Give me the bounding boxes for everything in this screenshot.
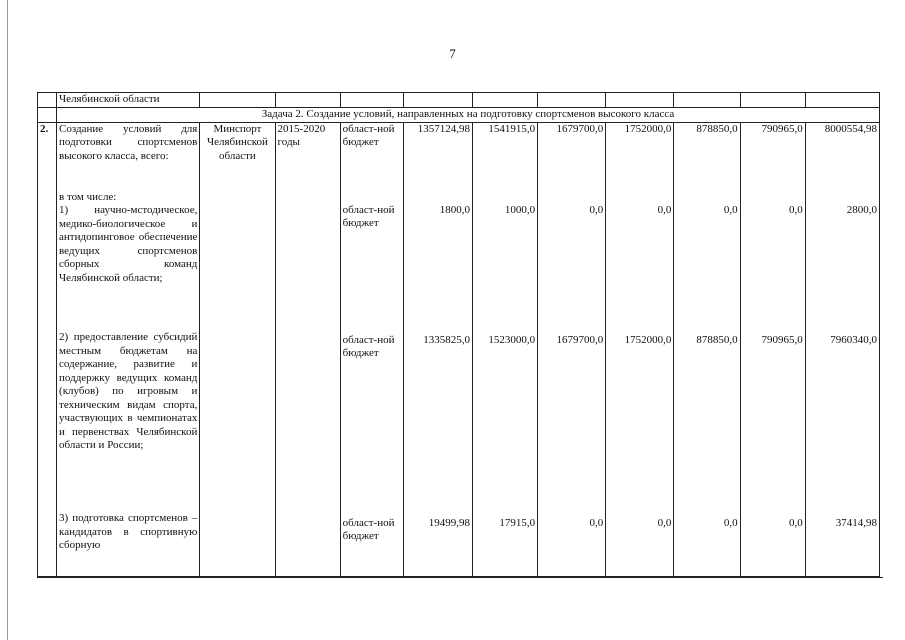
period-cell: 2015-2020 годы [275, 122, 340, 576]
row-description [57, 122, 200, 576]
value-cell: 8000554,98 [824, 122, 877, 135]
program-table [37, 92, 880, 577]
value-cell: 1357124,98 [417, 122, 470, 135]
value-col-5 [674, 122, 740, 576]
value-cell: 1541915,0 [488, 122, 536, 135]
source-text: област-ной бюджет [342, 203, 395, 229]
table-bottom-rule [37, 577, 883, 578]
row-number: 2. [38, 122, 57, 576]
prev-row-text: Челябинской области [57, 93, 200, 108]
value-cell: 1752000,0 [624, 333, 672, 346]
task-title: Задача 2. Создание условий, направленных на подготовку спортсменов высокого класса [57, 107, 880, 122]
value-cell: 790965,0 [761, 333, 803, 346]
value-cell: 7960340,0 [830, 333, 877, 346]
table-row [38, 122, 880, 576]
executor-cell: Минспорт Челябинской области [200, 122, 275, 576]
value-cell: 0,0 [723, 203, 738, 216]
value-cell: 19499,98 [428, 516, 470, 529]
description-line: в том числе: [59, 190, 117, 203]
source-text: област-ной бюджет [342, 333, 395, 359]
source-cell [340, 122, 403, 576]
value-col-3 [538, 122, 606, 576]
value-cell: 0,0 [723, 516, 738, 529]
value-cell: 0,0 [788, 516, 803, 529]
value-cell: 0,0 [657, 203, 672, 216]
value-cell: 1800,0 [439, 203, 470, 216]
table-row [38, 93, 880, 108]
table-row [38, 107, 880, 122]
value-cell: 17915,0 [499, 516, 536, 529]
page-number: 7 [449, 46, 456, 61]
value-cell: 1523000,0 [488, 333, 536, 346]
value-cell: 790965,0 [761, 122, 803, 135]
value-cell: 878850,0 [696, 333, 738, 346]
source-text: област-ной бюджет [342, 516, 395, 542]
value-cell: 1752000,0 [624, 122, 672, 135]
value-col-2 [472, 122, 537, 576]
value-cell: 0,0 [589, 203, 604, 216]
value-cell: 878850,0 [696, 122, 738, 135]
value-cell: 0,0 [788, 203, 803, 216]
description-line: 3) подготовка спортсменов – кандидатов в спортивную сборную [59, 512, 198, 551]
value-cell: 1000,0 [504, 203, 536, 216]
value-cell: 1679700,0 [556, 333, 604, 346]
page-edge-line [7, 0, 8, 640]
value-cell: 1335825,0 [423, 333, 470, 346]
value-col-total [805, 122, 879, 576]
value-col-6 [740, 122, 805, 576]
description-line: 1) научно-мстодическое, медико-биологическое и антидопинговое обеспечение ведущих спортсменов сборных команд Челябинской области; [59, 204, 198, 284]
value-col-1 [403, 122, 472, 576]
value-cell: 2800,0 [846, 203, 877, 216]
value-col-4 [606, 122, 674, 576]
description-line: 2) предоставление субсидий местным бюджетам на содержание, развитие и поддержку ведущих команд (клубов) по игровым и техническим видам спорта, участвующих в чемпионатах и первенствах Челябинской области и России; [59, 331, 198, 451]
value-cell: 0,0 [589, 516, 604, 529]
value-cell: 0,0 [657, 516, 672, 529]
source-text: област-ной бюджет [342, 122, 395, 148]
description-line: Создание условий для подготовки спортсменов высокого класса, всего: [59, 122, 198, 162]
value-cell: 1679700,0 [556, 122, 604, 135]
value-cell: 37414,98 [835, 516, 877, 529]
